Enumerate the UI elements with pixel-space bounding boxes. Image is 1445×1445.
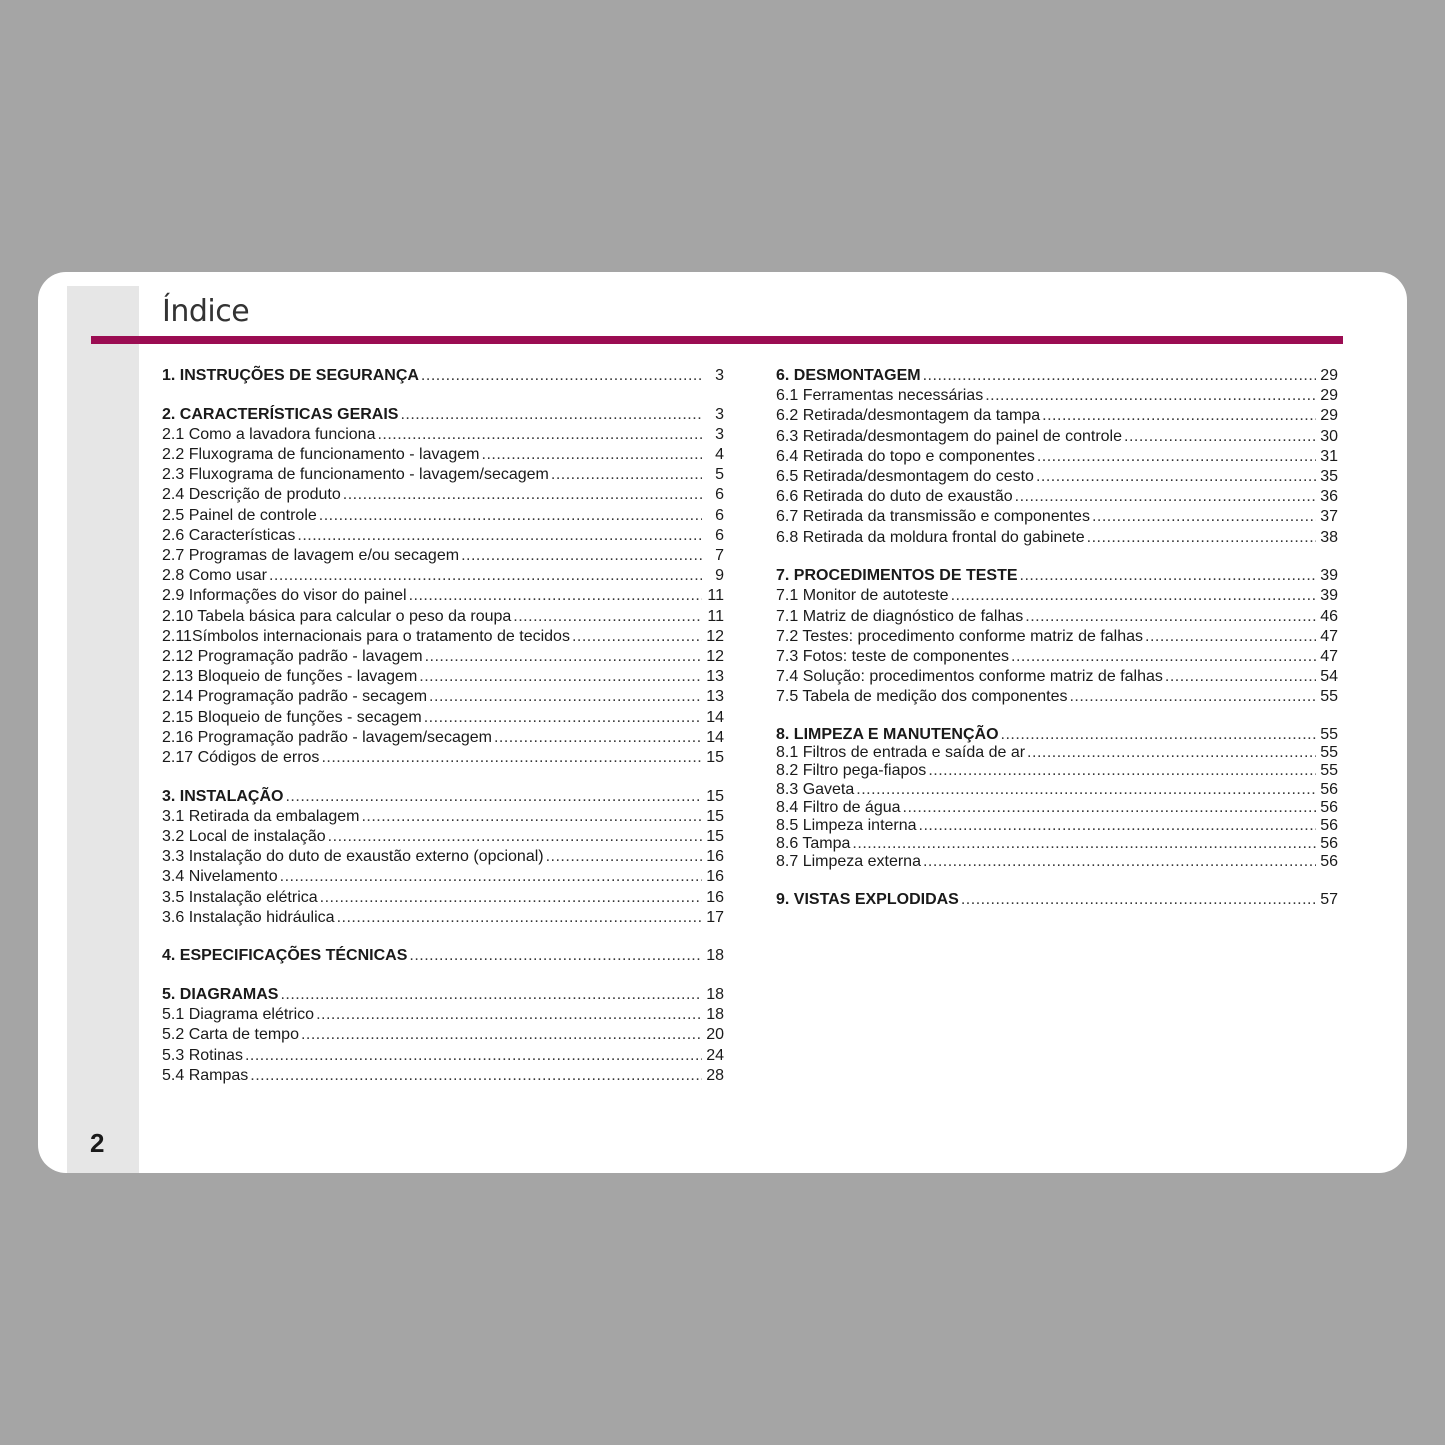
toc-entry-page: 14 bbox=[706, 728, 724, 746]
toc-entry-page: 47 bbox=[1320, 627, 1338, 645]
toc-entry-label: 2.4 Descrição de produto bbox=[162, 486, 341, 504]
toc-entry-label: 8.1 Filtros de entrada e saída de ar bbox=[776, 744, 1026, 762]
toc-entry[interactable] bbox=[162, 728, 724, 748]
dot-leader bbox=[321, 748, 702, 768]
toc-entry-page: 11 bbox=[707, 607, 724, 625]
toc-entry-label: 2.8 Como usar bbox=[162, 567, 267, 585]
toc-entry-label: 9. VISTAS EXPLODIDAS bbox=[776, 891, 959, 908]
toc-entry[interactable] bbox=[776, 853, 1338, 871]
toc-section bbox=[776, 726, 1338, 872]
toc-entry-page: 15 bbox=[706, 748, 724, 766]
dot-leader bbox=[1069, 687, 1316, 707]
dot-leader bbox=[280, 985, 702, 1005]
toc-entry[interactable] bbox=[776, 586, 1338, 606]
page-sidebar-strip bbox=[67, 286, 139, 1173]
dot-leader bbox=[494, 728, 702, 748]
toc-entry[interactable] bbox=[162, 445, 724, 465]
toc-entry-label: 6.7 Retirada da transmissão e componentes bbox=[776, 508, 1090, 526]
toc-section bbox=[162, 946, 724, 966]
toc-entry-page: 6 bbox=[715, 526, 724, 544]
toc-entry-label: 2.2 Fluxograma de funcionamento - lavagem bbox=[162, 446, 480, 464]
toc-entry-label: 5.2 Carta de tempo bbox=[162, 1026, 299, 1044]
toc-entry-label: 8.3 Gaveta bbox=[776, 780, 855, 798]
toc-entry-label: 7.1 Monitor de autoteste bbox=[776, 587, 949, 605]
toc-entry-label: 5.1 Diagrama elétrico bbox=[162, 1006, 315, 1024]
toc-entry-page: 3 bbox=[715, 425, 724, 443]
toc-entry-label: 7.4 Solução: procedimentos conforme matriz de falhas bbox=[776, 668, 1163, 686]
toc-entry[interactable] bbox=[776, 386, 1338, 406]
dot-leader bbox=[1145, 627, 1316, 647]
toc-entry-page: 18 bbox=[706, 1006, 724, 1024]
toc-entry[interactable] bbox=[162, 667, 724, 687]
toc-entry-label: 7.5 Tabela de medição dos componentes bbox=[776, 688, 1068, 706]
toc-entry[interactable] bbox=[162, 425, 724, 445]
toc-entry[interactable] bbox=[162, 807, 724, 827]
dot-leader bbox=[572, 627, 702, 647]
toc-entry[interactable] bbox=[162, 1046, 724, 1066]
toc-entry-page: 4 bbox=[715, 446, 724, 464]
toc-entry-page: 5 bbox=[715, 466, 724, 484]
toc-entry-page: 15 bbox=[706, 807, 724, 825]
toc-entry-label: 5.4 Rampas bbox=[162, 1066, 249, 1084]
toc-entry-label: 3.3 Instalação do duto de exaustão externo (opcional) bbox=[162, 848, 544, 866]
toc-entry[interactable] bbox=[162, 888, 724, 908]
toc-entry-label: 6.2 Retirada/desmontagem da tampa bbox=[776, 407, 1041, 425]
toc-entry-page: 16 bbox=[706, 868, 724, 886]
toc-entry-page: 14 bbox=[706, 708, 724, 726]
toc-entry[interactable] bbox=[776, 487, 1338, 507]
dot-leader bbox=[1042, 406, 1316, 426]
toc-entry-page: 16 bbox=[706, 888, 724, 906]
toc-entry-label: 2.12 Programação padrão - lavagem bbox=[162, 647, 423, 665]
dot-leader bbox=[1025, 607, 1316, 627]
dot-leader bbox=[409, 586, 702, 606]
toc-entry-page: 55 bbox=[1320, 726, 1338, 743]
toc-entry-label: 2.9 Informações do visor do painel bbox=[162, 587, 407, 605]
toc-entry[interactable] bbox=[162, 908, 724, 928]
toc-entry-label: 2.7 Programas de lavagem e/ou secagem bbox=[162, 547, 460, 564]
page-title: Índice bbox=[162, 294, 250, 329]
toc-entry-label: 3.5 Instalação elétrica bbox=[162, 888, 318, 906]
toc-entry[interactable] bbox=[776, 447, 1338, 467]
dot-leader bbox=[419, 667, 702, 687]
toc-entry[interactable] bbox=[776, 744, 1338, 762]
dot-leader bbox=[482, 445, 702, 465]
dot-leader bbox=[928, 762, 1316, 780]
toc-entry-page: 15 bbox=[706, 787, 724, 805]
toc-entry-page: 56 bbox=[1320, 835, 1338, 853]
toc-entry-page: 46 bbox=[1320, 607, 1338, 625]
dot-leader bbox=[409, 946, 702, 966]
document-page bbox=[38, 272, 1407, 1173]
toc-entry-label: 8.4 Filtro de água bbox=[776, 798, 901, 816]
toc-entry-page: 30 bbox=[1320, 427, 1338, 445]
toc-entry[interactable] bbox=[162, 566, 724, 586]
toc-entry[interactable] bbox=[776, 507, 1338, 527]
toc-entry-label: 2. CARACTERÍSTICAS GERAIS bbox=[162, 405, 399, 423]
toc-entry[interactable] bbox=[162, 647, 724, 667]
toc-entry-page: 13 bbox=[706, 688, 724, 706]
toc-section-heading[interactable] bbox=[162, 985, 724, 1005]
toc-entry-label: 5. DIAGRAMAS bbox=[162, 986, 279, 1004]
toc-entry[interactable] bbox=[776, 627, 1338, 647]
toc-entry-page: 9 bbox=[715, 567, 724, 585]
toc-entry-page: 18 bbox=[706, 947, 724, 965]
toc-entry-label: 2.1 Como a lavadora funciona bbox=[162, 425, 376, 443]
dot-leader bbox=[328, 827, 702, 847]
dot-leader bbox=[961, 890, 1316, 910]
dot-leader bbox=[1036, 467, 1316, 487]
toc-entry-label: 2.14 Programação padrão - secagem bbox=[162, 688, 428, 706]
toc-entry[interactable] bbox=[162, 506, 724, 526]
toc-entry-label: 3.2 Local de instalação bbox=[162, 827, 326, 845]
toc-section bbox=[776, 890, 1338, 910]
toc-entry-label: 7.3 Fotos: teste de componentes bbox=[776, 647, 1010, 665]
toc-section bbox=[162, 405, 724, 768]
toc-entry[interactable] bbox=[162, 586, 724, 606]
toc-entry-label: 2.17 Códigos de erros bbox=[162, 748, 320, 766]
dot-leader bbox=[923, 853, 1316, 871]
toc-entry-label: 3. INSTALAÇÃO bbox=[162, 787, 284, 805]
toc-entry[interactable] bbox=[162, 708, 724, 728]
toc-entry-page: 6 bbox=[715, 506, 724, 524]
dot-leader bbox=[1020, 566, 1316, 586]
toc-entry-page: 29 bbox=[1320, 387, 1338, 405]
toc-section bbox=[162, 366, 724, 386]
toc-entry-page: 56 bbox=[1320, 816, 1338, 834]
toc-entry[interactable] bbox=[776, 835, 1338, 853]
toc-entry[interactable] bbox=[162, 607, 724, 627]
dot-leader bbox=[316, 1005, 702, 1025]
dot-leader bbox=[1011, 647, 1316, 667]
dot-leader bbox=[1027, 744, 1316, 762]
toc-entry-page: 31 bbox=[1320, 447, 1338, 465]
toc-entry[interactable] bbox=[162, 526, 724, 546]
toc-entry[interactable] bbox=[776, 647, 1338, 667]
dot-leader bbox=[1165, 667, 1316, 687]
toc-entry-page: 47 bbox=[1320, 647, 1338, 665]
toc-entry-page: 3 bbox=[715, 367, 724, 384]
toc-section-heading[interactable] bbox=[776, 890, 1338, 910]
toc-entry[interactable] bbox=[162, 687, 724, 707]
title-divider bbox=[91, 336, 1343, 344]
toc-entry-label: 8.2 Filtro pega-fiapos bbox=[776, 762, 927, 780]
toc-right-column bbox=[776, 366, 1338, 929]
toc-entry-page: 24 bbox=[706, 1046, 724, 1064]
toc-section bbox=[162, 787, 724, 928]
toc-section-heading[interactable] bbox=[162, 787, 724, 807]
toc-entry-label: 2.6 Características bbox=[162, 526, 296, 544]
toc-entry-page: 29 bbox=[1320, 407, 1338, 425]
toc-section bbox=[162, 985, 724, 1086]
toc-entry-label: 2.16 Programação padrão - lavagem/secagem bbox=[162, 728, 492, 746]
toc-entry-label: 5.3 Rotinas bbox=[162, 1046, 243, 1064]
toc-entry-page: 12 bbox=[706, 627, 724, 645]
toc-entry-page: 11 bbox=[707, 587, 724, 605]
toc-section-heading[interactable] bbox=[776, 726, 1338, 744]
toc-section-heading[interactable] bbox=[162, 946, 724, 966]
toc-entry[interactable] bbox=[776, 817, 1338, 835]
toc-entry[interactable] bbox=[776, 607, 1338, 627]
toc-entry-page: 29 bbox=[1320, 367, 1338, 384]
dot-leader bbox=[551, 465, 702, 485]
toc-section-heading[interactable] bbox=[776, 566, 1338, 586]
dot-leader bbox=[425, 647, 702, 667]
toc-section-heading[interactable] bbox=[162, 405, 724, 425]
toc-entry[interactable] bbox=[776, 762, 1338, 780]
toc-entry-page: 36 bbox=[1320, 488, 1338, 506]
toc-entry-label: 2.15 Bloqueio de funções - secagem bbox=[162, 708, 422, 726]
toc-entry-label: 6.5 Retirada/desmontagem do cesto bbox=[776, 467, 1034, 485]
toc-entry-page: 18 bbox=[706, 986, 724, 1004]
toc-left-column bbox=[162, 366, 724, 1105]
toc-entry-label: 1. INSTRUÇÕES DE SEGURANÇA bbox=[162, 367, 419, 384]
toc-entry-label: 7. PROCEDIMENTOS DE TESTE bbox=[776, 567, 1018, 585]
toc-entry[interactable] bbox=[776, 687, 1338, 707]
dot-leader bbox=[320, 888, 702, 908]
toc-entry-label: 6.6 Retirada do duto de exaustão bbox=[776, 488, 1013, 506]
toc-entry-page: 16 bbox=[706, 848, 724, 866]
toc-entry-page: 57 bbox=[1320, 891, 1338, 908]
toc-entry-page: 13 bbox=[706, 668, 724, 686]
toc-entry-label: 8. LIMPEZA E MANUTENÇÃO bbox=[776, 726, 999, 743]
dot-leader bbox=[856, 781, 1316, 799]
toc-entry-page: 38 bbox=[1320, 528, 1338, 546]
toc-entry-page: 6 bbox=[715, 486, 724, 504]
toc-entry-page: 7 bbox=[715, 547, 724, 564]
toc-entry-label: 2.3 Fluxograma de funcionamento - lavagem/secagem bbox=[162, 466, 549, 484]
dot-leader bbox=[269, 566, 702, 586]
dot-leader bbox=[546, 847, 702, 867]
dot-leader bbox=[985, 386, 1316, 406]
toc-entry[interactable] bbox=[776, 667, 1338, 687]
dot-leader bbox=[285, 787, 702, 807]
page-number: 2 bbox=[90, 1128, 105, 1158]
dot-leader bbox=[1001, 726, 1316, 744]
dot-leader bbox=[1092, 507, 1316, 527]
dot-leader bbox=[919, 817, 1316, 835]
toc-section-heading[interactable] bbox=[776, 366, 1338, 386]
dot-leader bbox=[1124, 427, 1316, 447]
toc-entry-label: 3.4 Nivelamento bbox=[162, 868, 278, 886]
toc-entry[interactable] bbox=[776, 799, 1338, 817]
toc-entry[interactable] bbox=[162, 1066, 724, 1086]
dot-leader bbox=[424, 708, 702, 728]
dot-leader bbox=[903, 799, 1316, 817]
toc-entry[interactable] bbox=[776, 406, 1338, 426]
toc-entry-page: 28 bbox=[706, 1066, 724, 1084]
toc-entry-label: 8.6 Tampa bbox=[776, 835, 851, 853]
dot-leader bbox=[319, 506, 702, 526]
toc-entry-page: 39 bbox=[1320, 587, 1338, 605]
dot-leader bbox=[250, 1066, 702, 1086]
toc-entry-page: 12 bbox=[706, 647, 724, 665]
toc-entry[interactable] bbox=[776, 781, 1338, 799]
toc-entry-page: 55 bbox=[1320, 762, 1338, 780]
toc-entry-page: 55 bbox=[1320, 744, 1338, 762]
dot-leader bbox=[245, 1046, 702, 1066]
toc-entry-label: 2.10 Tabela básica para calcular o peso da roupa bbox=[162, 607, 512, 625]
dot-leader bbox=[461, 546, 702, 566]
toc-entry[interactable] bbox=[776, 467, 1338, 487]
dot-leader bbox=[1037, 447, 1316, 467]
toc-entry-label: 2.5 Painel de controle bbox=[162, 506, 317, 524]
toc-entry-label: 8.5 Limpeza interna bbox=[776, 816, 917, 834]
toc-entry-label: 6.4 Retirada do topo e componentes bbox=[776, 447, 1035, 465]
toc-entry[interactable] bbox=[162, 1005, 724, 1025]
toc-entry-page: 20 bbox=[706, 1026, 724, 1044]
toc-entry-label: 2.11Símbolos internacionais para o tratamento de tecidos bbox=[162, 627, 570, 645]
dot-leader bbox=[400, 405, 702, 425]
toc-entry-page: 56 bbox=[1320, 780, 1338, 798]
dot-leader bbox=[280, 867, 702, 887]
dot-leader bbox=[513, 607, 702, 627]
toc-entry[interactable] bbox=[162, 627, 724, 647]
toc-entry-label: 6.8 Retirada da moldura frontal do gabinete bbox=[776, 528, 1085, 546]
toc-entry-label: 6. DESMONTAGEM bbox=[776, 367, 921, 384]
toc-entry[interactable] bbox=[162, 465, 724, 485]
toc-entry-label: 8.7 Limpeza externa bbox=[776, 853, 921, 871]
toc-entry-page: 15 bbox=[706, 827, 724, 845]
toc-entry-page: 56 bbox=[1320, 853, 1338, 871]
toc-entry-page: 56 bbox=[1320, 798, 1338, 816]
toc-entry[interactable] bbox=[162, 546, 724, 566]
dot-leader bbox=[852, 835, 1316, 853]
toc-entry-label: 2.13 Bloqueio de funções - lavagem bbox=[162, 668, 418, 686]
dot-leader bbox=[361, 807, 702, 827]
toc-entry-label: 4. ESPECIFICAÇÕES TÉCNICAS bbox=[162, 947, 408, 965]
dot-leader bbox=[377, 425, 702, 445]
toc-entry[interactable] bbox=[776, 427, 1338, 447]
dot-leader bbox=[421, 366, 702, 386]
toc-entry-label: 3.6 Instalação hidráulica bbox=[162, 908, 335, 926]
toc-entry-page: 35 bbox=[1320, 467, 1338, 485]
toc-entry-page: 39 bbox=[1320, 567, 1338, 585]
toc-entry-label: 7.1 Matriz de diagnóstico de falhas bbox=[776, 607, 1024, 625]
toc-entry[interactable] bbox=[162, 847, 724, 867]
toc-entry[interactable] bbox=[162, 485, 724, 505]
dot-leader bbox=[1015, 487, 1316, 507]
toc-entry-label: 3.1 Retirada da embalagem bbox=[162, 807, 360, 825]
toc-entry-label: 6.1 Ferramentas necessárias bbox=[776, 387, 984, 405]
dot-leader bbox=[429, 687, 702, 707]
dot-leader bbox=[301, 1025, 702, 1045]
toc-entry[interactable] bbox=[162, 827, 724, 847]
dot-leader bbox=[337, 908, 702, 928]
toc-entry[interactable] bbox=[162, 748, 724, 768]
toc-entry[interactable] bbox=[162, 867, 724, 887]
toc-entry-page: 17 bbox=[706, 908, 724, 926]
toc-entry-page: 37 bbox=[1320, 508, 1338, 526]
toc-entry[interactable] bbox=[776, 528, 1338, 548]
toc-section-heading[interactable] bbox=[162, 366, 724, 386]
toc-entry-label: 6.3 Retirada/desmontagem do painel de controle bbox=[776, 427, 1122, 445]
dot-leader bbox=[951, 586, 1316, 606]
dot-leader bbox=[923, 366, 1316, 386]
dot-leader bbox=[1087, 528, 1316, 548]
dot-leader bbox=[343, 485, 702, 505]
toc-section bbox=[776, 366, 1338, 548]
toc-entry-page: 54 bbox=[1320, 668, 1338, 686]
dot-leader bbox=[297, 526, 702, 546]
toc-entry-label: 7.2 Testes: procedimento conforme matriz de falhas bbox=[776, 627, 1143, 645]
toc-entry-page: 3 bbox=[715, 405, 724, 423]
toc-section bbox=[776, 566, 1338, 707]
toc-entry[interactable] bbox=[162, 1025, 724, 1045]
toc-entry-page: 55 bbox=[1320, 688, 1338, 706]
